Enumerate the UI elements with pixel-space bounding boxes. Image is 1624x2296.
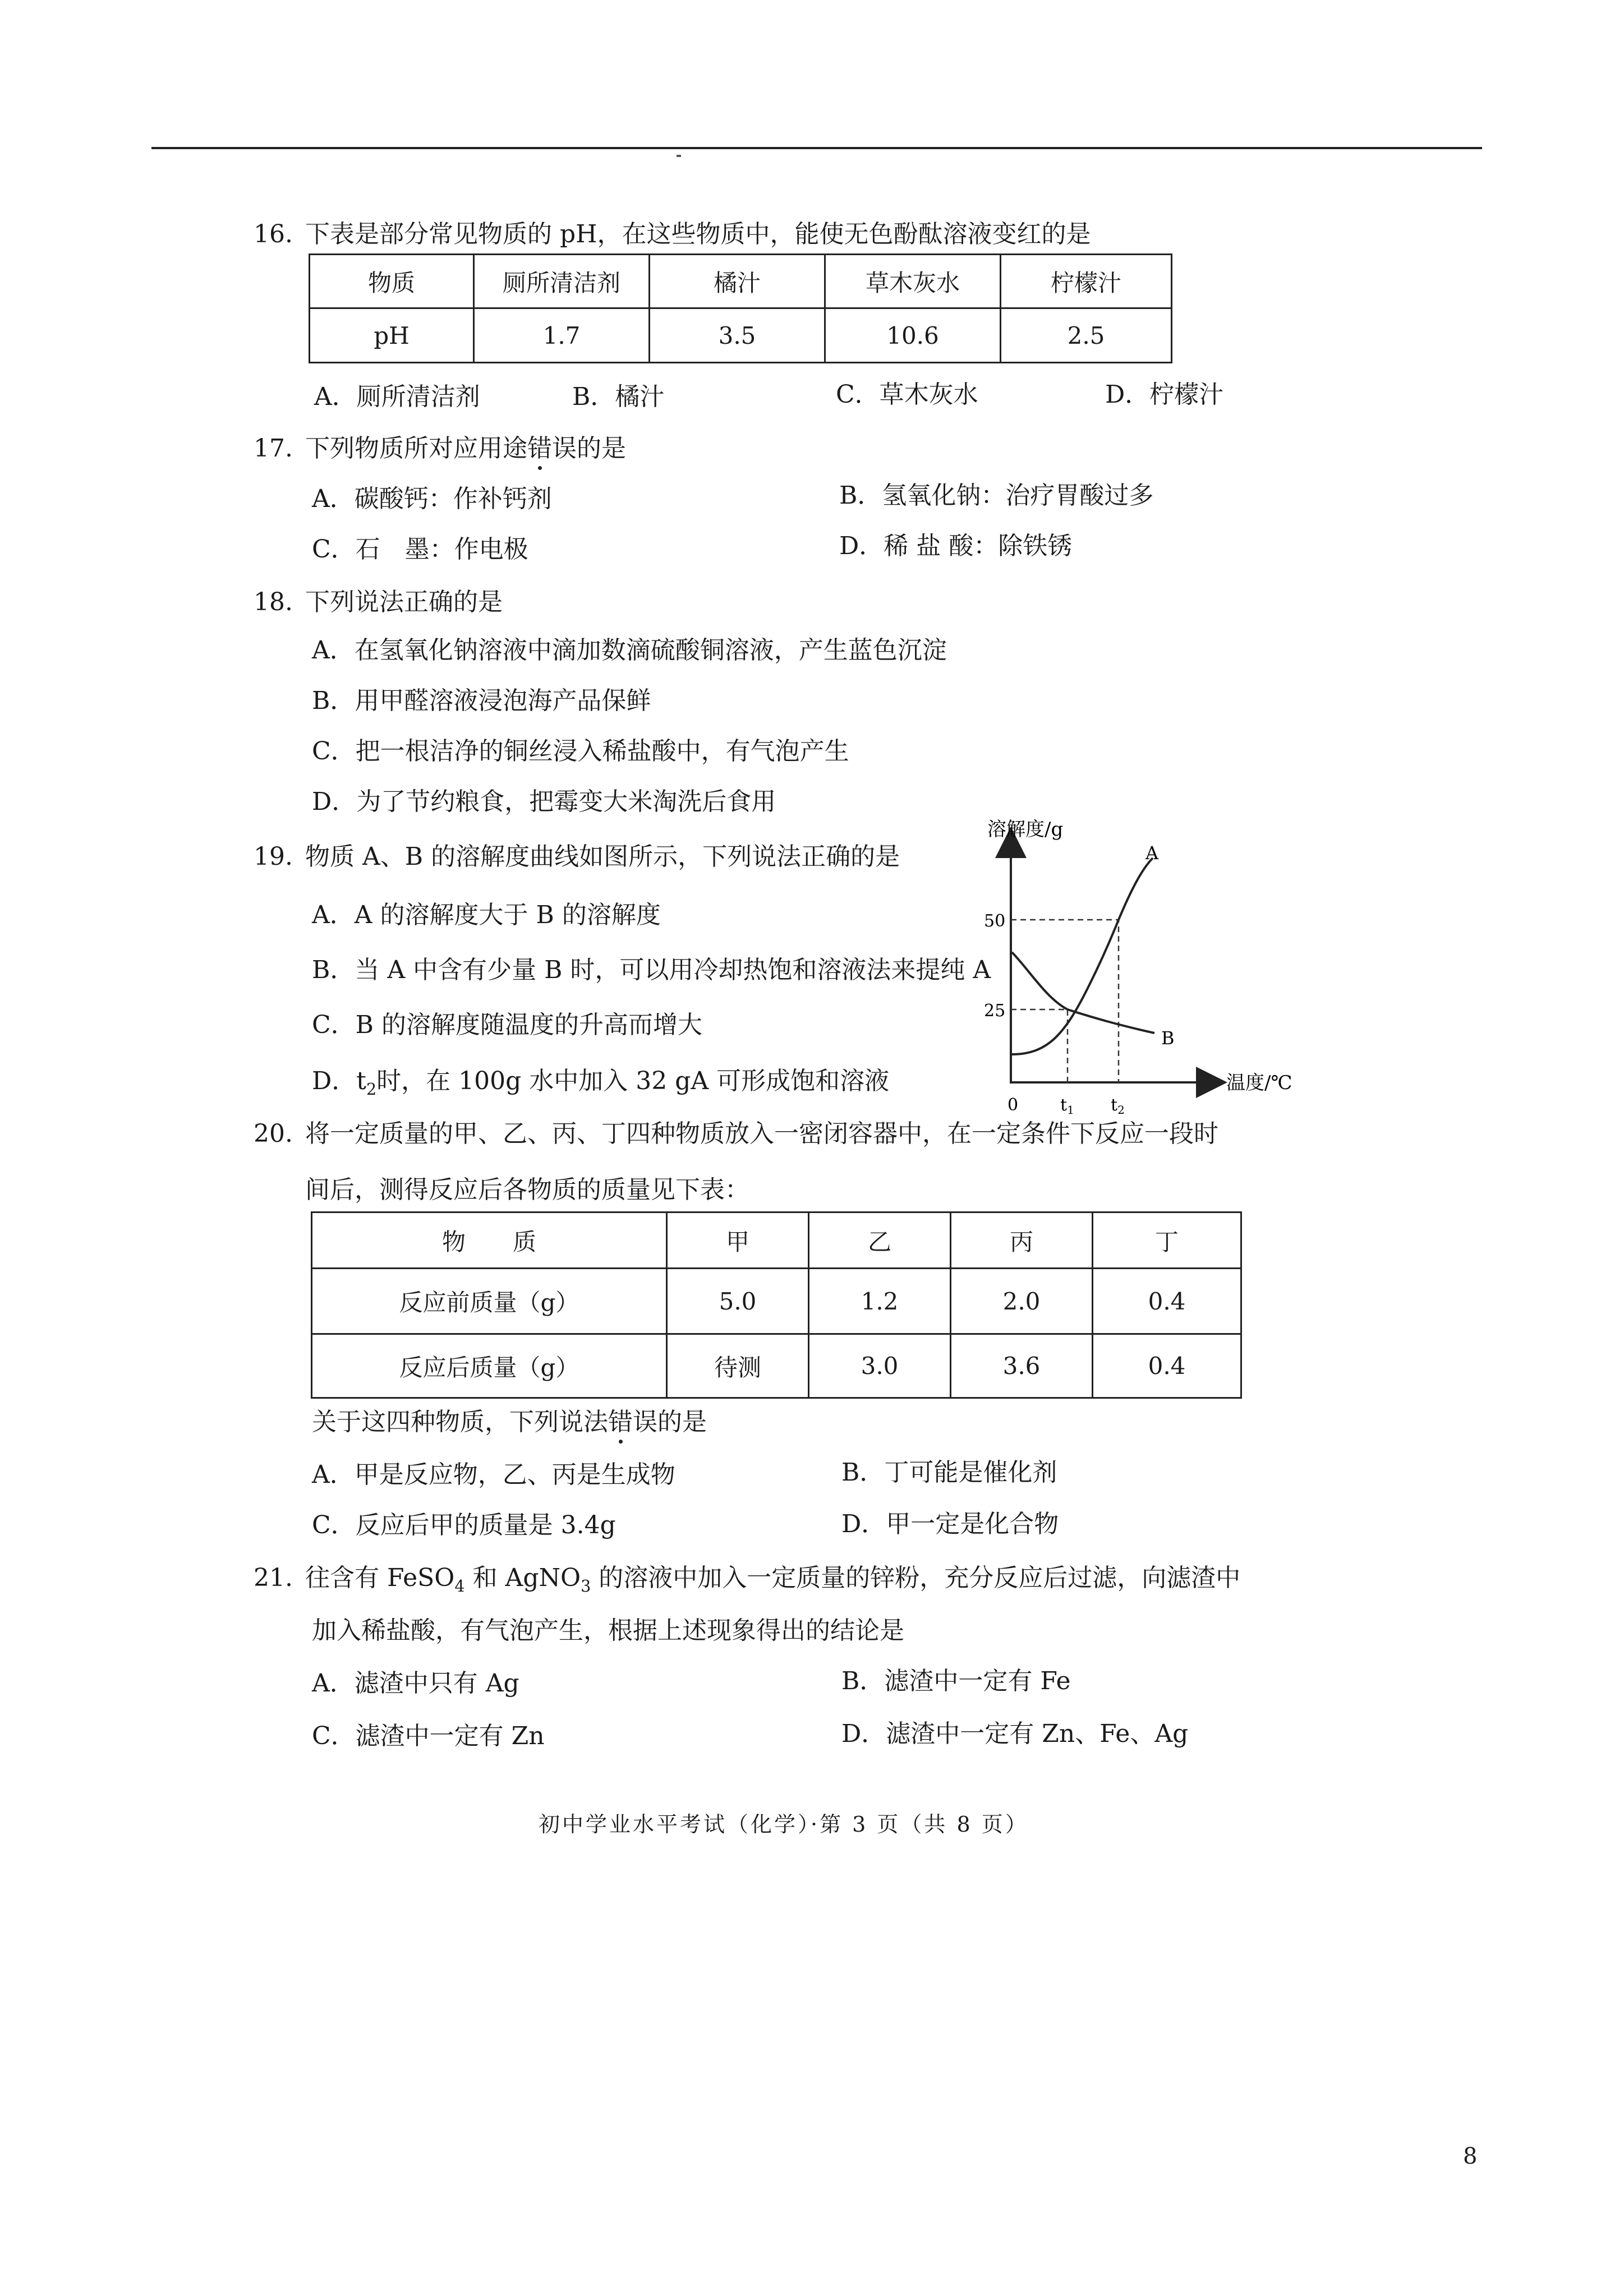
subscript: 4 [454,1576,465,1596]
y-tick-label: 25 [984,1001,1006,1021]
table-cell: 反应后质量（g） [312,1334,667,1398]
page-footer: 初中学业水平考试（化学）·第 3 页（共 8 页） [539,1812,1029,1837]
sub-stem: 关于这四种物质，下列说法 [312,1408,608,1436]
question-18 [254,587,503,618]
option-d [312,1066,889,1105]
series-a-label: A [1145,842,1159,864]
option-a: A．甲是反应物，乙、丙是生成物 [312,1460,675,1489]
guide-line-t2 [1011,920,1119,1082]
question-stem: 下表是部分常见物质的 pH，在这些物质中，能使无色酚酞溶液变红的是 [305,220,1091,248]
option-c: C．石 墨：作电极 [312,535,528,564]
guide-line-t1 [1011,1009,1068,1082]
question-number: 19. [254,842,293,871]
question-17 [254,433,626,464]
table-cell: 3.0 [809,1334,951,1398]
emphasis-mark: 错 [608,1407,633,1438]
ph-table [309,253,1172,363]
table-cell: 2.5 [1001,308,1172,363]
table-cell: 3.6 [951,1334,1093,1398]
question-16 [254,219,1091,250]
table-cell: 橘汁 [650,255,825,308]
table-cell: 草木灰水 [825,255,1001,308]
option-d: D．滤渣中一定有 Zn、Fe、Ag [841,1719,1189,1748]
table-cell: 3.5 [650,308,825,363]
option-d-text: D．t [312,1067,366,1095]
table-cell: 10.6 [825,308,1001,363]
page-number: 8 [1463,2143,1478,2169]
table-cell: 物 质 [312,1212,667,1269]
option-c: C．把一根洁净的铜丝浸入稀盐酸中，有气泡产生 [312,737,849,766]
option-b: B．丁可能是催化剂 [841,1458,1057,1487]
emphasis-mark: 错 [527,433,552,464]
table-cell: 物质 [310,255,474,308]
table-cell: 乙 [809,1212,951,1269]
mass-table [311,1211,1242,1399]
option-a: A．在氢氧化钠溶液中滴加数滴硫酸铜溶液，产生蓝色沉淀 [312,636,947,665]
option-c: C．草木灰水 [836,380,978,409]
x-axis-label: 温度/℃ [1226,1072,1292,1094]
question-20 [254,1118,1218,1150]
series-a-curve [1012,858,1153,1054]
subscript: 3 [581,1576,591,1596]
option-b: B．当 A 中含有少量 B 时，可以用冷却热饱和溶液法来提纯 A [312,956,991,984]
scan-speck [677,155,681,157]
option-a: A．滤渣中只有 Ag [312,1669,519,1698]
option-a: A．厕所清洁剂 [314,382,480,411]
question-stem-line1: 将一定质量的甲、乙、丙、丁四种物质放入一密闭容器中，在一定条件下反应一段时 [305,1119,1218,1148]
table-cell: 2.0 [951,1269,1093,1334]
question-20-sub [312,1407,707,1438]
question-stem-mid: 和 AgNO [464,1564,581,1592]
table-cell: 甲 [667,1212,809,1269]
table-cell: 厕所清洁剂 [474,255,650,308]
option-d: D．为了节约粮食，把霉变大米淘洗后食用 [312,787,776,816]
table-cell: 丁 [1093,1212,1241,1269]
sub-stem-end: 误的是 [633,1408,707,1436]
top-rule [151,147,1482,149]
table-cell: 1.2 [809,1269,951,1334]
question-20-line2: 间后，测得反应后各物质的质量见下表： [305,1175,749,1204]
series-b-label: B [1161,1027,1175,1049]
x-tick-label-t1: $t_1$ [1060,1095,1074,1117]
question-stem-end: 的溶液中加入一定质量的锌粉，充分反应后过滤，向滤渣中 [591,1564,1241,1592]
question-number: 17. [254,434,293,463]
question-stem: 下列说法正确的是 [305,588,503,616]
question-19 [254,841,900,873]
option-b: B．橘汁 [572,382,665,411]
option-c: C．滤渣中一定有 Zn [312,1722,545,1750]
option-b: B．用甲醛溶液浸泡海产品保鲜 [312,686,651,715]
question-stem: 物质 A、B 的溶解度曲线如图所示，下列说法正确的是 [305,842,900,871]
table-cell: 0.4 [1093,1334,1241,1398]
option-d-text-rest: 时，在 100g 水中加入 32 gA 可形成饱和溶液 [376,1067,890,1095]
question-number: 18. [254,588,293,616]
series-b-curve [1012,952,1154,1033]
table-cell: 0.4 [1093,1269,1241,1334]
table-cell: 5.0 [667,1269,809,1334]
option-b: B．滤渣中一定有 Fe [841,1667,1071,1695]
table-cell: pH [310,308,474,363]
option-d: D．柠檬汁 [1105,380,1224,409]
question-stem-end: 误的是 [552,434,626,463]
y-tick-label: 50 [984,911,1006,931]
origin-label: 0 [1007,1095,1019,1115]
table-cell: 柠檬汁 [1001,255,1172,308]
question-21-line2: 加入稀盐酸，有气泡产生，根据上述现象得出的结论是 [312,1616,904,1645]
option-d: D．稀 盐 酸：除铁锈 [839,532,1073,560]
subscript: 2 [366,1079,377,1099]
table-cell: 丙 [951,1212,1093,1269]
table-cell: 待测 [667,1334,809,1398]
option-a: A．A 的溶解度大于 B 的溶解度 [312,901,661,929]
question-number: 21. [254,1564,293,1592]
y-axis-label: 溶解度/g [987,819,1064,841]
option-d: D．甲一定是化合物 [841,1510,1059,1538]
option-c: C．B 的溶解度随温度的升高而增大 [312,1011,702,1039]
solubility-chart [976,819,1301,1122]
table-cell: 反应前质量（g） [312,1269,667,1334]
option-c: C．反应后甲的质量是 3.4g [312,1511,616,1539]
question-number: 20. [254,1119,293,1148]
option-a: A．碳酸钙：作补钙剂 [312,485,552,513]
question-number: 16. [254,220,293,248]
option-b: B．氢氧化钠：治疗胃酸过多 [839,481,1154,510]
question-21 [254,1562,1240,1602]
question-stem: 下列物质所对应用途 [305,434,527,463]
question-stem: 往含有 FeSO [305,1564,455,1592]
table-cell: 1.7 [474,308,650,363]
x-tick-label-t2: $t_2$ [1111,1095,1125,1117]
